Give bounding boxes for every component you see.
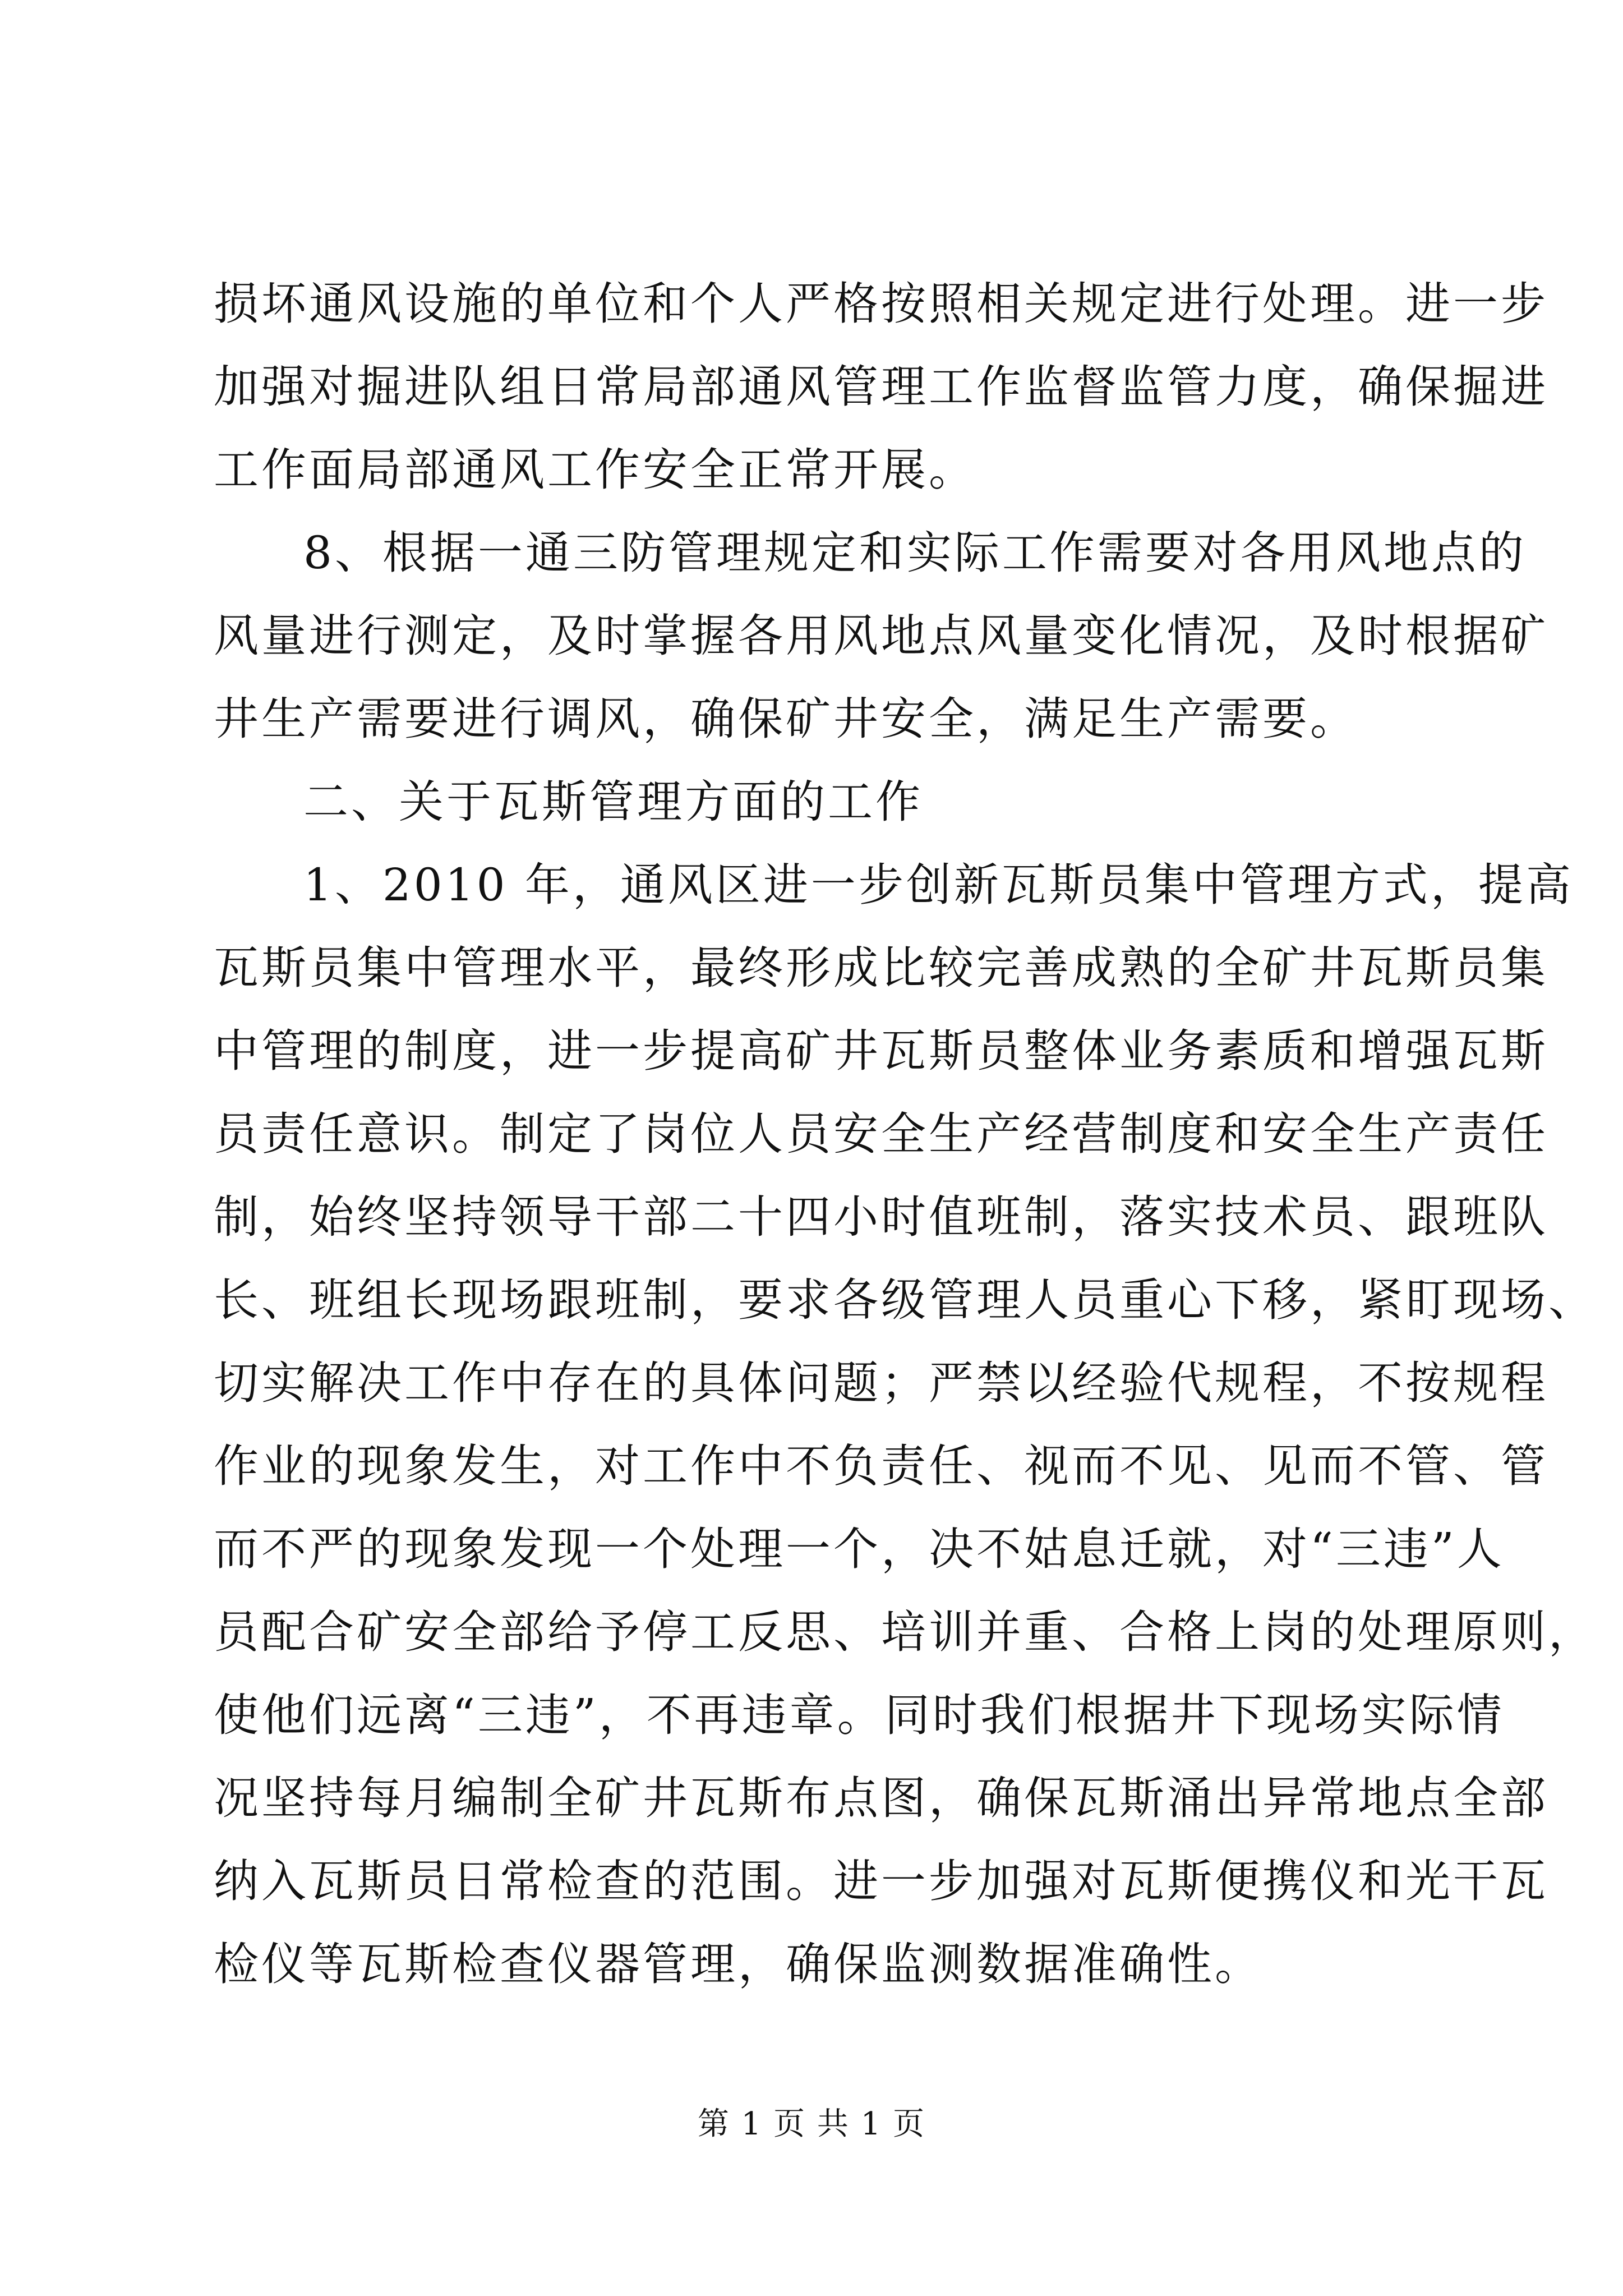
text-line: 工作面局部通风工作安全正常开展。 [214,444,976,496]
text-line: 加强对掘进队组日常局部通风管理工作监督监管力度，确保掘进 [214,361,1548,413]
page-number-footer: 第 1 页 共 1 页 [697,2106,926,2142]
text-line: 瓦斯员集中管理水平，最终形成比较完善成熟的全矿井瓦斯员集 [214,942,1548,994]
text-line: 检仪等瓦斯检查仪器管理，确保监测数据准确性。 [214,1938,1262,1990]
text-line: 纳入瓦斯员日常检查的范围。进一步加强对瓦斯便携仪和光干瓦 [214,1855,1548,1907]
text-line: 中管理的制度，进一步提高矿井瓦斯员整体业务素质和增强瓦斯 [214,1025,1548,1077]
text-line: 损坏通风设施的单位和个人严格按照相关规定进行处理。进一步 [214,278,1548,330]
paragraph-start-line: 8、根据一通三防管理规定和实际工作需要对各用风地点的 [303,527,1527,579]
text-line: 作业的现象发生，对工作中不负责任、视而不见、见而不管、管 [214,1440,1548,1492]
text-line: 而不严的现象发现一个处理一个，决不姑息迁就，对“三违”人 [214,1523,1505,1575]
text-line: 长、班组长现场跟班制，要求各级管理人员重心下移，紧盯现场、 [214,1274,1596,1326]
paragraph-start-line: 1、2010 年，通风区进一步创新瓦斯员集中管理方式，提高 [303,859,1574,911]
section-heading: 二、关于瓦斯管理方面的工作 [303,776,923,828]
text-line: 井生产需要进行调风，确保矿井安全，满足生产需要。 [214,693,1358,745]
text-line: 风量进行测定，及时掌握各用风地点风量变化情况，及时根据矿 [214,610,1548,662]
text-line: 使他们远离“三违”，不再违章。同时我们根据井下现场实际情 [214,1689,1505,1741]
text-line: 况坚持每月编制全矿井瓦斯布点图，确保瓦斯涌出异常地点全部 [214,1772,1548,1824]
text-line: 员责任意识。制定了岗位人员安全生产经营制度和安全生产责任 [214,1108,1548,1160]
text-line: 员配合矿安全部给予停工反思、培训并重、合格上岗的处理原则， [214,1606,1596,1658]
text-line: 切实解决工作中存在的具体问题；严禁以经验代规程，不按规程 [214,1357,1548,1409]
document-body [214,263,1596,2006]
text-line: 制，始终坚持领导干部二十四小时值班制，落实技术员、跟班队 [214,1191,1548,1243]
